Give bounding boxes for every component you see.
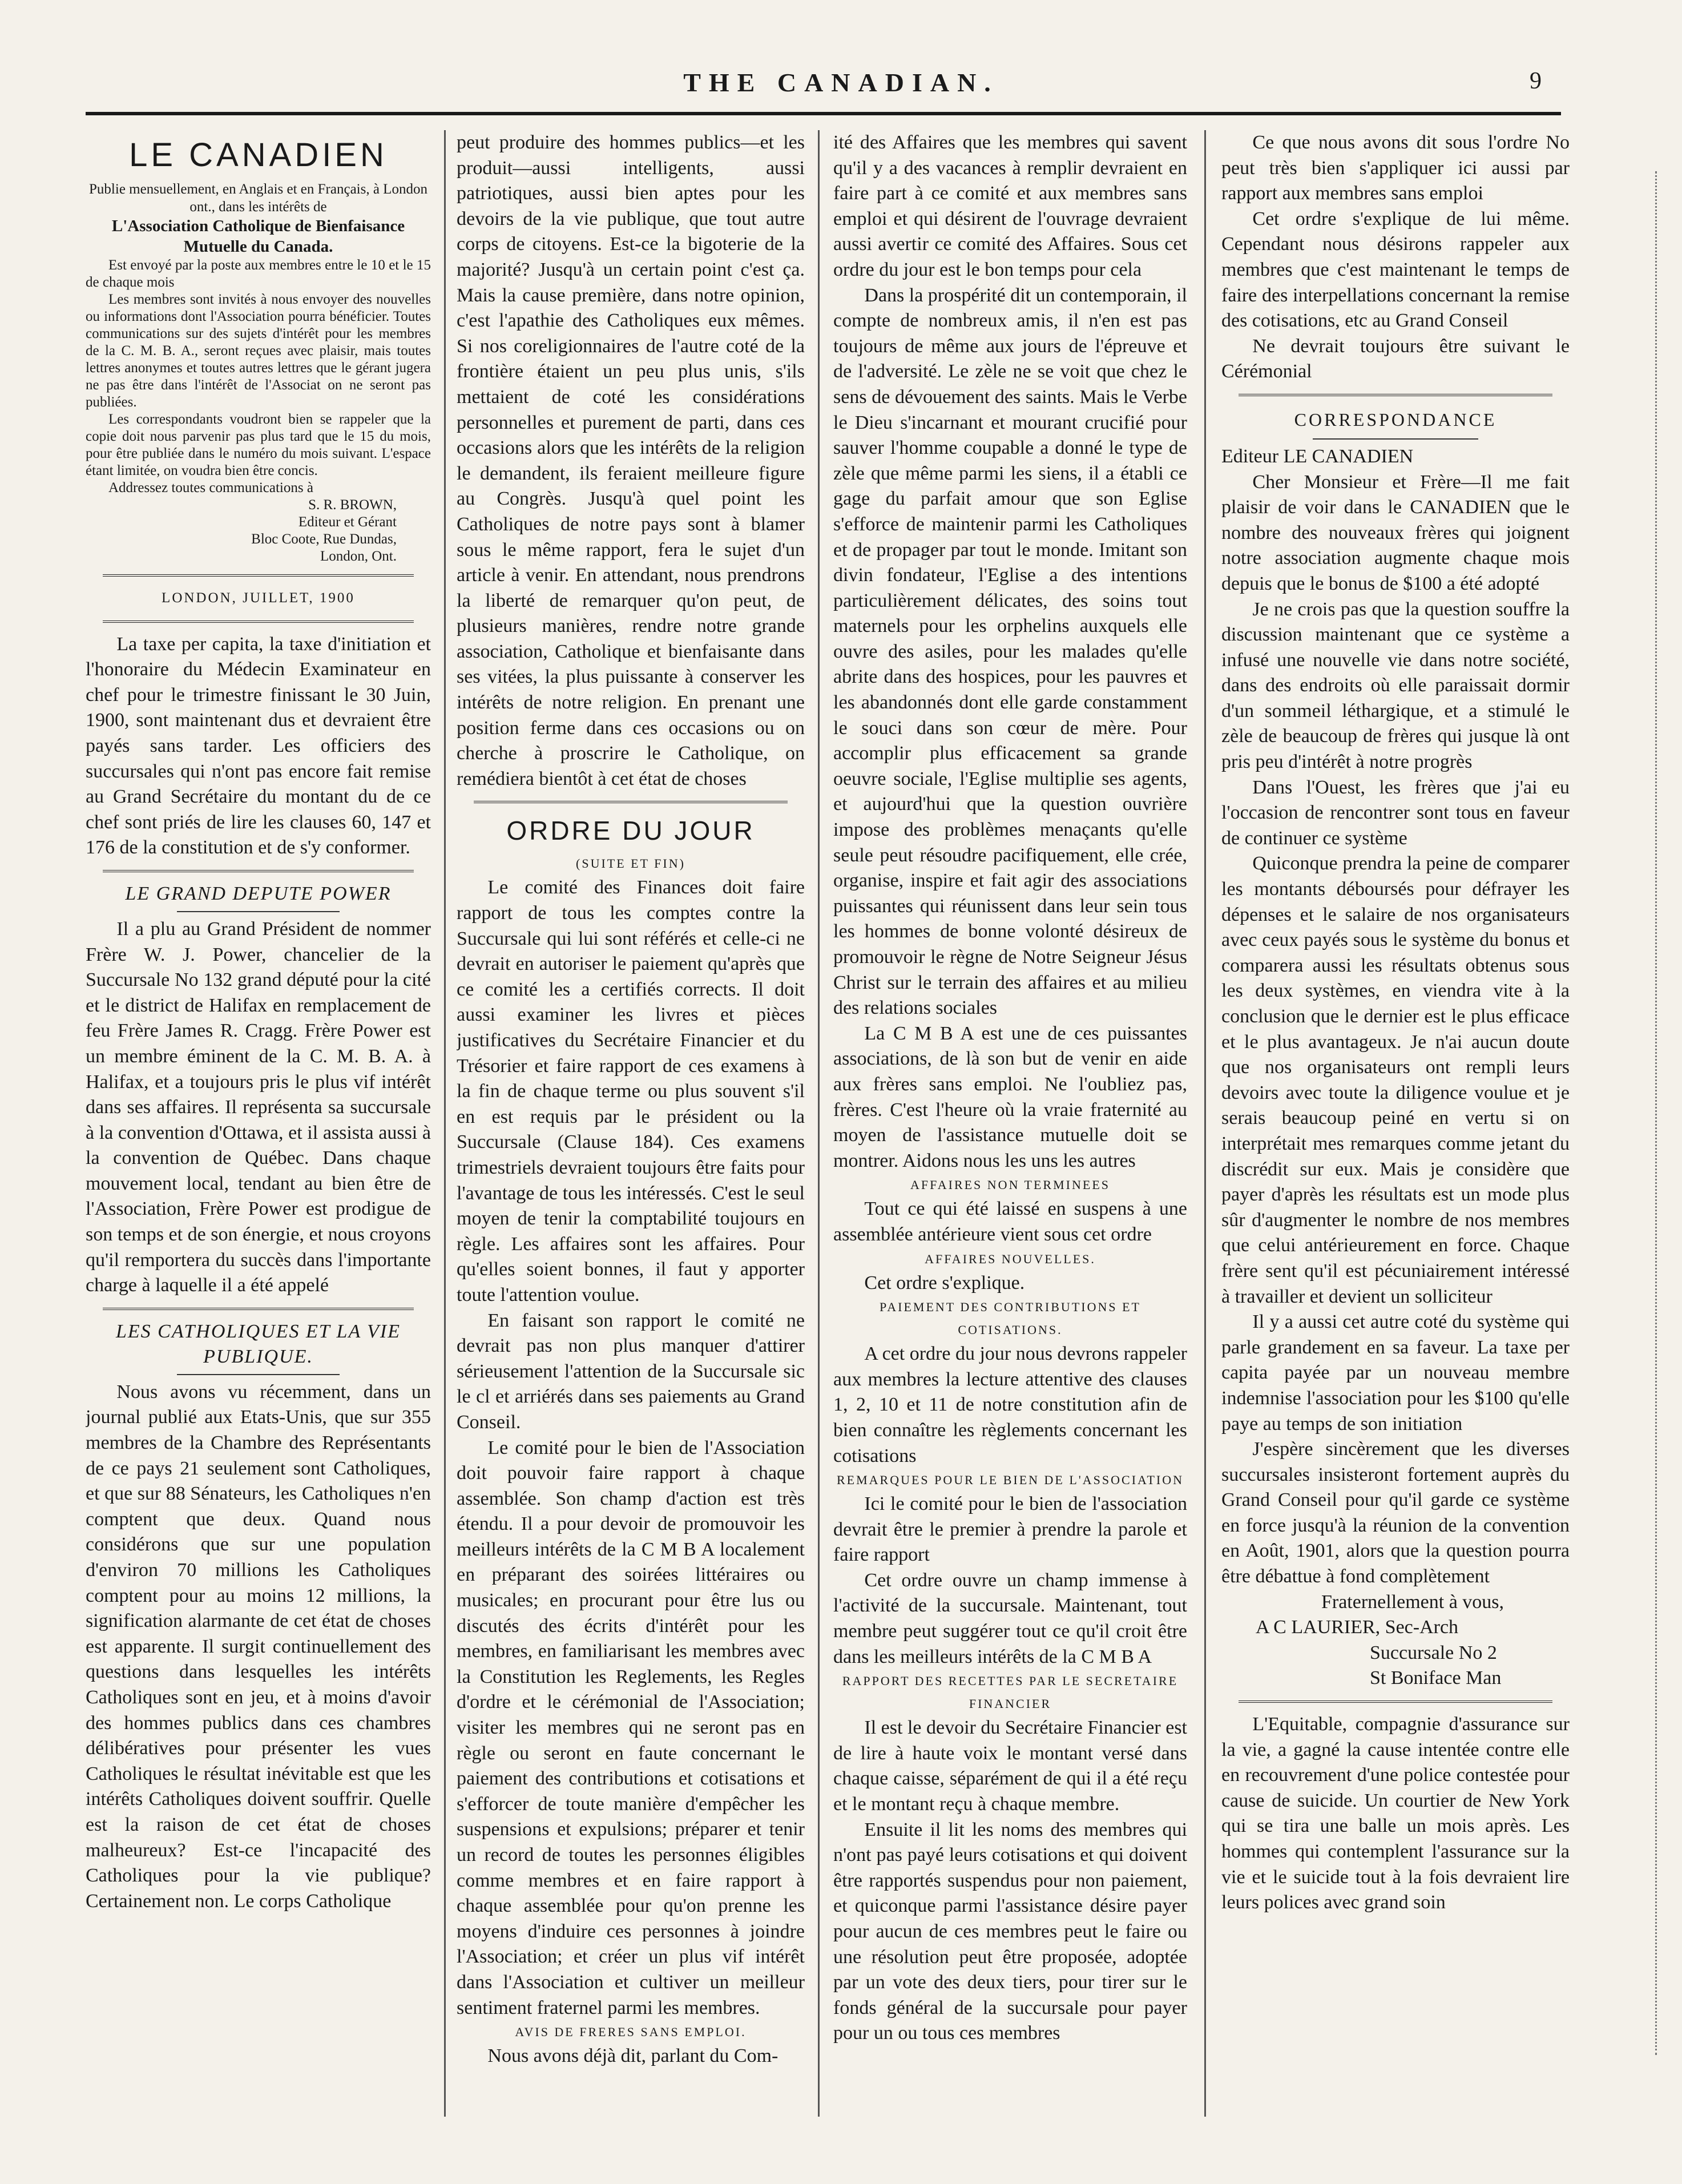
association-name: L'Association Catholique de Bienfaisance Mutuelle du Canada. bbox=[111, 217, 405, 256]
page-edge bbox=[1655, 171, 1658, 2055]
divider bbox=[1239, 394, 1552, 396]
letter-closing: Fraternellement à vous, bbox=[1321, 1591, 1504, 1613]
divider bbox=[1239, 1701, 1552, 1703]
article-paragraph: Tout ce qui été laissé en suspens à une assemblée antérieure vient sous cet ordre bbox=[833, 1198, 1187, 1245]
article-paragraph: Quiconque prendra la peine de comparer les montants déboursés pour défrayer les dépenses et le salaire de nos organisateurs avec ceux payés sous le système du bonus et comparera aussi les résultats obtenus sous les deux systèmes, en viendra vite à la conclusion que le dernier est le plus efficace et le plus avantageux. Je n'ai aucun doute que nos organisateurs ont rempli leurs devoirs avec toute la diligence voulue et je serais beaucoup peiné en vertu si on interprétait mes remarques comme jetant du discrédit sur eux. Mais je considère que payer d'après les résultats est un mode plus sûr d'augmenter le nombre de nos membres que celui antérieurement en force. Chaque frère sent qu'il est pécuniairement intéressé à travailler et devient un solliciteur bbox=[1221, 853, 1570, 1307]
divider bbox=[1313, 438, 1478, 440]
article-paragraph: En faisant son rapport le comité ne devrait pas non plus manquer d'attirer sérieusement l'attention de la Succursale sic le cl et arriérés dans ses paiements au Grand Conseil. bbox=[457, 1309, 805, 1433]
article-paragraph: Cher Monsieur et Frère—Il me fait plaisir de voir dans le CANADIEN que le nombre des nouveaux frères qui joignent notre association augmente chaque mois depuis que le bonus de $100 a été adopté bbox=[1221, 471, 1570, 594]
article-paragraph: Je ne crois pas que la question souffre la discussion maintenant que ce système a infusé une nouvelle vie dans notre société, dans des endroits où elle paraissait dormir d'un sommeil léthargique, et a stimulé le zèle de beaucoup de frères qui jusque là ont pris peu d'intérêt à notre progrès bbox=[1221, 598, 1570, 773]
masthead: THE CANADIAN. bbox=[683, 68, 999, 97]
article-paragraph: Ce que nous avons dit sous l'ordre No peut très bien s'appliquer ici aussi par rapport aux membres sans emploi bbox=[1221, 132, 1570, 204]
article-paragraph: Il est le devoir du Secrétaire Financier est de lire à haute voix le montant versé dans chaque caisse, séparément de qui il a été reçu et le montant reçu à chaque membre. bbox=[833, 1717, 1187, 1815]
article-paragraph: Nous avons déjà dit, parlant du Com- bbox=[487, 2045, 779, 2067]
column-2 bbox=[457, 130, 805, 2122]
section-subtitle: AFFAIRES NON TERMINEES bbox=[910, 1178, 1110, 1192]
letter-signature: A C LAURIER, Sec-Arch bbox=[1256, 1617, 1459, 1638]
divider bbox=[474, 801, 788, 803]
article-paragraph: L'Equitable, compagnie d'assurance sur la vie, a gagné la cause intentée contre elle en recouvrement d'une police contestée pour cause de suicide. Un courtier de New York qui se tira une balle un mois après. Les hommes qui contemplent l'assurance sur la vie et le suicide tout à la fois devraient lire leurs polices avec grand soin bbox=[1221, 1714, 1570, 1913]
article-paragraph: Ici le comité pour le bien de l'association devrait être le premier à prendre la parole et faire rapport bbox=[833, 1493, 1187, 1566]
divider bbox=[177, 911, 340, 912]
header-rule bbox=[86, 112, 1561, 115]
divider bbox=[103, 574, 414, 577]
article-paragraph: Ne devrait toujours être suivant le Cérémonial bbox=[1221, 335, 1570, 382]
article-paragraph: peut produire des hommes publics—et les produit—aussi intelligents, aussi patriotiques, aussi bien aptes pour les devoirs de la vie publique, que tout autre corps de citoyens. Est-ce la bigoterie de la majorité? Jusqu'à un certain point c'est ça. Mais la cause première, dans notre opinion, c'est l'apathie des Catholiques eux mêmes. Si nos coreligionnaires de l'autre coté de la frontière étaient un peu plus unis, s'ils mettaient de coté les considérations personnelles et purement de parti, dans ces occasions alors que les intérêts de la religion le demandent, ils feraient meilleure figure au Congrès. Jusqu'à quel point les Catholiques de notre pays sont à blamer sous le même rapport, fera le sujet d'un article à venir. En attendant, nous prendrons la liberté de remarquer qu'on peut, de plusieurs manières, rendre notre grande association, Catholique et bienfaisante dans ses vitées, la plus puissante à conserver les intérêts de notre religion. En prenant une position ferme dans ces occasions ou on cherche à proscrire le Catholique, on remédiera bientôt à cet état de choses bbox=[457, 132, 805, 789]
section-title: LE GRAND DEPUTE POWER bbox=[125, 883, 392, 904]
column-rule bbox=[444, 130, 446, 2117]
section-title: ORDRE DU JOUR bbox=[506, 816, 755, 846]
section-subtitle: AVIS DE FRERES SANS EMPLOI. bbox=[515, 2025, 747, 2040]
article-paragraph: Cet ordre ouvre un champ immense à l'activité de la succursale. Maintenant, tout membre peut suggérer tout ce qu'il croit être dans les meilleurs intérêts de la C M B A bbox=[833, 1569, 1187, 1667]
page-number: 9 bbox=[1530, 68, 1542, 94]
divider bbox=[103, 1308, 414, 1310]
publication-line: Publie mensuellement, en Anglais et en Français, à London ont., dans les intérêts de bbox=[89, 182, 427, 215]
divider bbox=[103, 870, 414, 872]
column-1 bbox=[86, 130, 431, 2122]
editorial-notes: Est envoyé par la poste aux membres entre le 10 et le 15 de chaque mois Les membres sont invités à nous envoyer des nouvelles ou informations dont l'Association pourra bénéficier. Toutes communications sur des sujets d'intérêt pour les membres de la C. M. B. A., seront reçues avec plaisir, mais toutes lettres anonymes et toutes autres lettres que le gérant jugera ne pas être dans l'intérêt de l'Associat on ne seront pas publiées. Les correspondants voudront bien se rappeler que la copie doit nous parvenir pas plus tard que le 15 du mois, pour être publiée dans le numéro du mois suivant. L'espace étant limitée, on voudra bien être concis. Addressez toutes communications à bbox=[86, 257, 431, 495]
column-3 bbox=[833, 130, 1187, 2122]
section-title: CORRESPONDANCE bbox=[1294, 409, 1497, 430]
dateline: LONDON, JUILLET, 1900 bbox=[162, 590, 355, 606]
article-paragraph: Cet ordre s'explique de lui même. Cependant nous désirons rappeler aux membres que c'est maintenant le temps de faire des interpellations concernant la remise des cotisations, etc au Grand Conseil bbox=[1221, 208, 1570, 332]
column-4 bbox=[1221, 130, 1570, 2122]
article-paragraph: ité des Affaires que les membres qui savent qu'il y a des vacances à remplir devraient en faire part à ce comité et aux membres sans emploi et qui désirent de l'ouvrage devraient aussi avertir ce comité des Affaires. Sous cet ordre du jour est le bon temps pour cela bbox=[833, 132, 1187, 280]
section-subtitle: REMARQUES POUR LE BIEN DE L'ASSOCIATION bbox=[836, 1473, 1184, 1488]
article-paragraph: Il a plu au Grand Président de nommer Frère W. J. Power, chancelier de la Succursale No 132 grand député pour la cité et le district de Halifax en remplacement de feu Frère James R. Cragg. Frère Power est un membre éminent de la C. M. B. A. à Halifax, et a toujours pris le plus vif intérêt dans ses affaires. Il représenta sa succursale à la convention d'Ottawa, et il assista aussi à la convention de Québec. Dans chaque mouvement local, tendant au bien être de l'Association, Frère Power est prodigue de son temps et de son énergie, et nous croyons qu'il remportera du succès dans l'importante charge à laquelle il a été appelé bbox=[86, 918, 431, 1296]
article-paragraph: La C M B A est une de ces puissantes associations, de là son but de venir en aide aux frères sans emploi. Ne l'oubliez pas, frères. C'est l'heure où la vraie fraternité au moyen de l'assistance mutuelle doit se montrer. Aidons nous les uns les autres bbox=[833, 1022, 1187, 1171]
paper-title: LE CANADIEN bbox=[129, 136, 388, 174]
article-paragraph: Ensuite il lit les noms des membres qui n'ont pas payé leurs cotisations et qui doivent être rapportés suspendus pour non paiement, et quiconque parmi l'assistance désire payer pour aucun de ces membres peut le faire ou une résolution peut être proposée, adoptée par un vote des deux tiers, pour tirer sur le fonds général de la succursale pour payer pour un ou tous ces membres bbox=[833, 1819, 1187, 2044]
article-paragraph: Dans l'Ouest, les frères que j'ai eu l'occasion de rencontrer sont tous en faveur de continuer ce système bbox=[1221, 776, 1570, 849]
section-subtitle: AFFAIRES NOUVELLES. bbox=[925, 1251, 1096, 1266]
section-subtitle: RAPPORT DES RECETTES PAR LE SECRETAIRE FINANCIER bbox=[842, 1674, 1179, 1711]
letter-greeting: Editeur LE CANADIEN bbox=[1221, 445, 1414, 467]
article-paragraph: Le comité des Finances doit faire rapport de tous les comptes contre la Succursale qui lui sont référés et celle-ci ne devrait en autoriser le paiement qu'après que ce comité les a certifiés corrects. Il doit aussi examiner les livres et pièces justificatives du Secrétaire Financier et du Trésorier et faire rapport de ces examens à la fin de chaque terme ou plus souvent s'il en est requis par le président ou la Succursale (Clause 184). Ces examens trimestriels devraient toujours être faits pour l'avantage de tous les intéressés. C'est le seul moyen de tenir la comptabilité toujours en règle. Les affaires sont les affaires. Pour qu'elles soient bonnes, il faut y apporter toute l'attention voulue. bbox=[457, 877, 805, 1305]
article-paragraph: Cet ordre s'explique. bbox=[864, 1272, 1025, 1294]
article-paragraph: La taxe per capita, la taxe d'initiation et l'honoraire du Médecin Examinateur en chef pour le trimestre finissant le 30 Juin, 1900, sont maintenant dus et devraient être payés sans tarder. Les officiers des succursales qui n'ont pas encore fait remise au Grand Secrétaire du montant du de ce chef sont priés de lire les clauses 60, 147 et 176 de la constitution et de s'y conformer. bbox=[86, 633, 431, 859]
letter-city: St Boniface Man bbox=[1370, 1667, 1502, 1689]
editor-signature: S. R. BROWN, Editeur et Gérant Bloc Coote, Rue Dundas, London, Ont. bbox=[251, 497, 397, 564]
section-subtitle: PAIEMENT DES CONTRIBUTIONS ET COTISATIONS. bbox=[880, 1300, 1141, 1337]
column-rule bbox=[818, 130, 820, 2117]
letter-branch: Succursale No 2 bbox=[1370, 1642, 1497, 1663]
section-subtitle: (SUITE ET FIN) bbox=[576, 856, 685, 871]
divider bbox=[103, 620, 414, 623]
article-paragraph: Dans la prospérité dit un contemporain, il compte de nombreux amis, il n'en est pas toujours de même aux jours de l'épreuve et de l'adversité. Le zèle ne se voit que chez le sens de dévouement des saints. Mais le Verbe le Dieu s'incarnant et mourant crucifié pour sauver l'homme coupable a donné le type de zèle que même parmi les siens, il a établi ce gage du parfait amour que son Eglise s'efforce de maintenir parmi les Catholiques et de propager par tout le monde. Imitant son divin fondateur, l'Eglise a des intentions particulièrement délicates, des soins tout maternels pour les orphelins auxquels elle ouvre des asiles, pour les malades qu'elle abrite dans des hospices, pour les pauvres et les abandonnés dont elle garde constamment le souci dans son cœur de mère. Pour accomplir plus efficacement sa grande oeuvre sociale, l'Eglise multiplie ses agents, et aujourd'hui que la question ouvrière impose des problèmes menaçants qu'elle seule peut résoudre pacifiquement, elle crée, organise, inspire et fait agir des associations puissantes qui réunissent dans leur sein tous les hommes de bonne volonté désireux de promouvoir le règne de Notre Seigneur Jésus Christ sur le terrain des affaires et au milieu des relations sociales bbox=[833, 284, 1187, 1019]
article-paragraph: Le comité pour le bien de l'Association doit pouvoir faire rapport à chaque assemblée. Son champ d'action est très étendu. Il a pour devoir de promouvoir les meilleurs intérêts de la C M B A localement en préparant des soirées littéraires ou musicales; en procurant pour être lus ou discutés des écrits d'intérêt pour les membres, en familiarisant les membres avec la Constitution les Reglements, les Regles d'ordre et le cérémonial de l'Association; visiter les membres qui ne seront pas en règle ou seront en faute concernant le paiement des contributions et cotisations et s'efforcer de toute manière d'empêcher les suspensions et expulsions; préparer et tenir un record de toutes les personnes éligibles comme membres et en faire rapport à chaque assemblée pour qu'on prenne les moyens d'induire ces personnes à joindre l'Association; et créer un plus vif intérêt dans l'Association et cultiver un meilleur sentiment fraternel parmi les membres. bbox=[457, 1437, 805, 2018]
section-title: LES CATHOLIQUES ET LA VIE PUBLIQUE. bbox=[116, 1320, 401, 1367]
article-paragraph: J'espère sincèrement que les diverses succursales insisteront fortement auprès du Grand Conseil pour qu'il garde ce système en force jusqu'à la réunion de la convention en Août, 1901, alors que la question pourra être débattue à fond complètement bbox=[1221, 1438, 1570, 1587]
column-rule bbox=[1204, 130, 1206, 2117]
article-paragraph: Nous avons vu récemment, dans un journal publié aux Etats-Unis, que sur 355 membres de la Chambre des Représentants de ce pays 21 seulement sont Catholiques, et que sur 88 Sénateurs, les Catholiques n'en comptent que deux. Quand nous considérons que sur une population d'environ 70 millions les Catholiques comptent pour au moins 12 millions, la signification alarmante de cet état de choses est apparente. Il surgit continuellement des questions dans lesquelles les intérêts Catholiques sont en jeu, et à moins d'avoir des hommes publics dans ces chambres délibératives pour présenter les vues Catholiques le résultat inévitable est que les intérêts Catholiques doivent souffrir. Quelle est la raison de cet état de choses malheureux? Est-ce l'incapacité des Catholiques pour la vie publique? Certainement non. Le corps Catholique bbox=[86, 1381, 431, 1912]
divider bbox=[177, 1374, 340, 1375]
article-paragraph: Il y a aussi cet autre coté du système qui parle grandement en sa faveur. La taxe per capita payée par un nouveau membre indemnise l'association pour les $100 qu'elle paye au temps de son initiation bbox=[1221, 1311, 1570, 1434]
article-paragraph: A cet ordre du jour nous devrons rappeler aux membres la lecture attentive des clauses 1, 2, 10 et 11 de notre constitution afin de bien connaître les règlements concernant les cotisations bbox=[833, 1343, 1187, 1466]
